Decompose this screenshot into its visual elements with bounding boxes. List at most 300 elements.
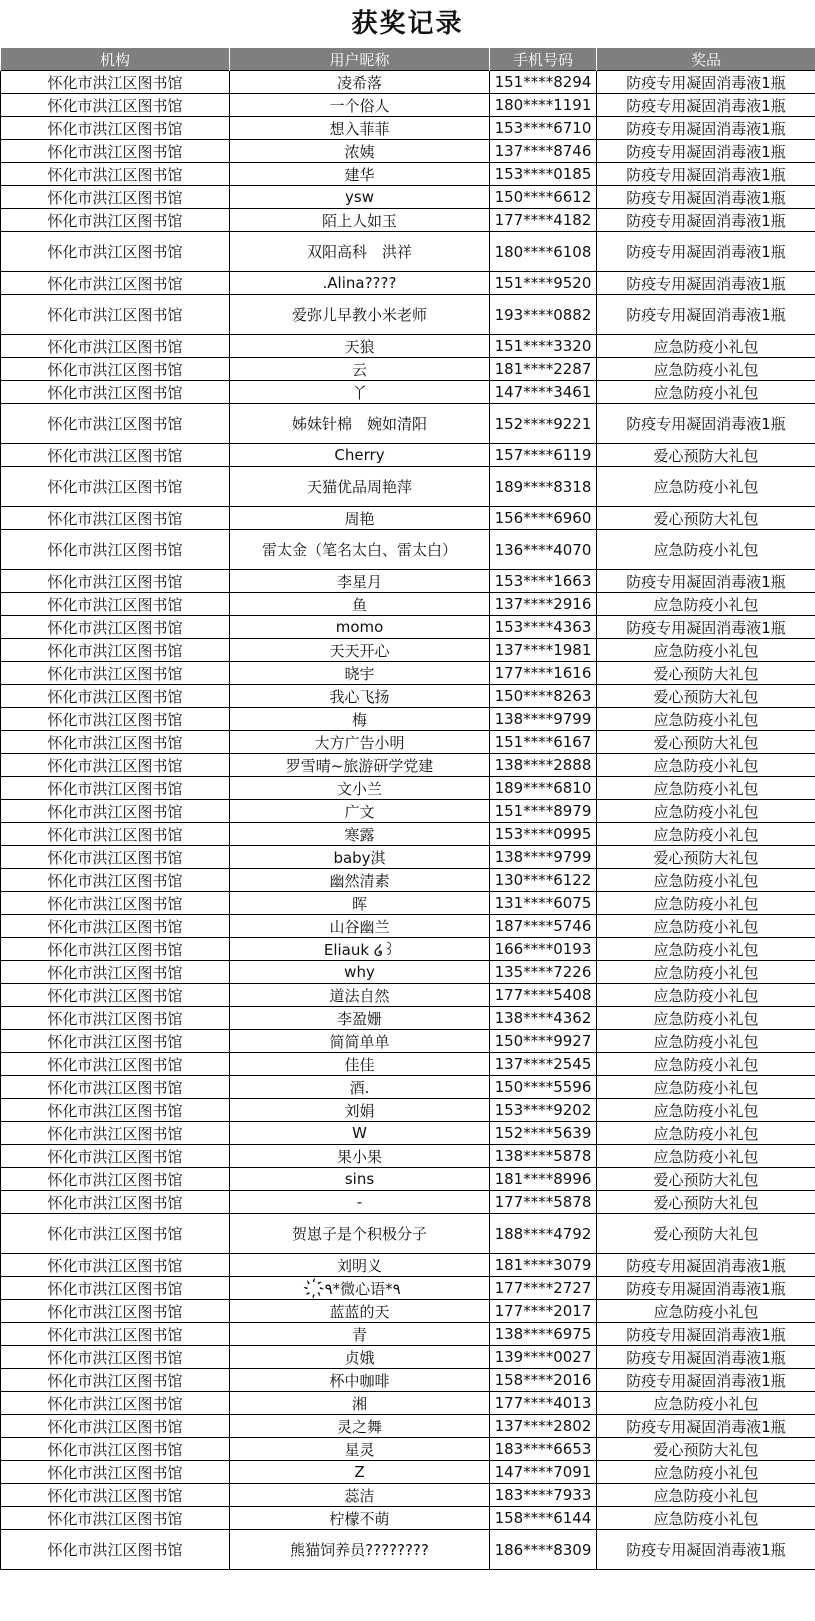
- prize-cell: 应急防疫小礼包: [597, 1461, 815, 1484]
- prize-cell: 应急防疫小礼包: [597, 915, 815, 938]
- org-cell: 怀化市洪江区图书馆: [1, 662, 230, 685]
- table-row: [1, 1030, 815, 1053]
- prize-cell: 防疫专用凝固消毒液1瓶: [597, 404, 815, 444]
- nickname-cell: 天狼: [230, 335, 490, 358]
- prize-cell: 爱心预防大礼包: [597, 507, 815, 530]
- phone-cell: 131****6075: [490, 892, 597, 915]
- prize-cell: 防疫专用凝固消毒液1瓶: [597, 1277, 815, 1300]
- org-cell: 怀化市洪江区图书馆: [1, 1099, 230, 1122]
- prize-cell: 防疫专用凝固消毒液1瓶: [597, 570, 815, 593]
- phone-cell: 156****6960: [490, 507, 597, 530]
- prize-cell: 应急防疫小礼包: [597, 1099, 815, 1122]
- nickname-cell: 双阳高科 洪祥: [230, 232, 490, 272]
- table-row: [1, 94, 815, 117]
- org-cell: 怀化市洪江区图书馆: [1, 1007, 230, 1030]
- org-cell: 怀化市洪江区图书馆: [1, 685, 230, 708]
- phone-cell: 152****9221: [490, 404, 597, 444]
- prize-cell: 应急防疫小礼包: [597, 1484, 815, 1507]
- phone-cell: 138****9799: [490, 708, 597, 731]
- phone-cell: 130****6122: [490, 869, 597, 892]
- nickname-cell: W: [230, 1122, 490, 1145]
- org-cell: 怀化市洪江区图书馆: [1, 232, 230, 272]
- org-cell: 怀化市洪江区图书馆: [1, 639, 230, 662]
- nickname-cell: 柠檬不萌: [230, 1507, 490, 1530]
- nickname-cell: momo: [230, 616, 490, 639]
- org-cell: 怀化市洪江区图书馆: [1, 1254, 230, 1277]
- nickname-cell: 简简单单: [230, 1030, 490, 1053]
- org-cell: 怀化市洪江区图书馆: [1, 94, 230, 117]
- org-cell: 怀化市洪江区图书馆: [1, 381, 230, 404]
- prize-cell: 防疫专用凝固消毒液1瓶: [597, 232, 815, 272]
- nickname-cell: 杯中咖啡: [230, 1369, 490, 1392]
- nickname-cell: 云: [230, 358, 490, 381]
- phone-cell: 183****7933: [490, 1484, 597, 1507]
- prize-cell: 应急防疫小礼包: [597, 1007, 815, 1030]
- phone-cell: 158****6144: [490, 1507, 597, 1530]
- nickname-cell: 寒露: [230, 823, 490, 846]
- phone-cell: 180****1191: [490, 94, 597, 117]
- prize-cell: 应急防疫小礼包: [597, 381, 815, 404]
- column-header-nickname: 用户昵称: [230, 48, 490, 71]
- phone-cell: 150****6612: [490, 186, 597, 209]
- table-row: [1, 869, 815, 892]
- nickname-cell: 大方广告小明: [230, 731, 490, 754]
- phone-cell: 147****3461: [490, 381, 597, 404]
- nickname-cell: 湘: [230, 1392, 490, 1415]
- table-row: [1, 1168, 815, 1191]
- table-row: [1, 984, 815, 1007]
- table-row: [1, 1300, 815, 1323]
- org-cell: 怀化市洪江区图书馆: [1, 1369, 230, 1392]
- phone-cell: 177****2727: [490, 1277, 597, 1300]
- prize-cell: 防疫专用凝固消毒液1瓶: [597, 616, 815, 639]
- phone-cell: 189****8318: [490, 467, 597, 507]
- org-cell: 怀化市洪江区图书馆: [1, 1415, 230, 1438]
- table-row: [1, 1530, 815, 1570]
- nickname-cell: 李盈姗: [230, 1007, 490, 1030]
- org-cell: 怀化市洪江区图书馆: [1, 1530, 230, 1570]
- phone-cell: 147****7091: [490, 1461, 597, 1484]
- phone-cell: 188****4792: [490, 1214, 597, 1254]
- prize-cell: 防疫专用凝固消毒液1瓶: [597, 1369, 815, 1392]
- nickname-cell: 山谷幽兰: [230, 915, 490, 938]
- table-row: [1, 754, 815, 777]
- phone-cell: 136****4070: [490, 530, 597, 570]
- org-cell: 怀化市洪江区图书馆: [1, 915, 230, 938]
- prize-cell: 防疫专用凝固消毒液1瓶: [597, 71, 815, 94]
- table-row: [1, 1323, 815, 1346]
- table-row: [1, 1346, 815, 1369]
- org-cell: 怀化市洪江区图书馆: [1, 1323, 230, 1346]
- nickname-cell: 凌希落: [230, 71, 490, 94]
- table-row: [1, 1254, 815, 1277]
- prize-cell: 应急防疫小礼包: [597, 1145, 815, 1168]
- table-row: [1, 163, 815, 186]
- phone-cell: 137****8746: [490, 140, 597, 163]
- prize-cell: 应急防疫小礼包: [597, 823, 815, 846]
- phone-cell: 153****4363: [490, 616, 597, 639]
- table-row: [1, 915, 815, 938]
- prize-cell: 爱心预防大礼包: [597, 662, 815, 685]
- table-row: [1, 232, 815, 272]
- phone-cell: 151****8294: [490, 71, 597, 94]
- nickname-cell: 爱弥儿早教小米老师: [230, 295, 490, 335]
- org-cell: 怀化市洪江区图书馆: [1, 984, 230, 1007]
- prize-cell: 应急防疫小礼包: [597, 984, 815, 1007]
- nickname-cell: ysw: [230, 186, 490, 209]
- nickname-cell: 想入菲菲: [230, 117, 490, 140]
- column-header-org: 机构: [1, 48, 230, 71]
- org-cell: 怀化市洪江区图书馆: [1, 1145, 230, 1168]
- table-row: [1, 507, 815, 530]
- prize-cell: 防疫专用凝固消毒液1瓶: [597, 94, 815, 117]
- table-row: [1, 961, 815, 984]
- phone-cell: 153****9202: [490, 1099, 597, 1122]
- nickname-cell: 佳佳: [230, 1053, 490, 1076]
- table-row: [1, 846, 815, 869]
- org-cell: 怀化市洪江区图书馆: [1, 186, 230, 209]
- nickname-cell: 罗雪晴~旅游研学党建: [230, 754, 490, 777]
- phone-cell: 138****4362: [490, 1007, 597, 1030]
- org-cell: 怀化市洪江区图书馆: [1, 754, 230, 777]
- nickname-cell: 蓝蓝的天: [230, 1300, 490, 1323]
- table-header-row: [1, 48, 815, 71]
- table-row: [1, 823, 815, 846]
- prize-cell: 防疫专用凝固消毒液1瓶: [597, 1530, 815, 1570]
- org-cell: 怀化市洪江区图书馆: [1, 1053, 230, 1076]
- table-row: [1, 662, 815, 685]
- prize-cell: 防疫专用凝固消毒液1瓶: [597, 1415, 815, 1438]
- table-row: [1, 1191, 815, 1214]
- nickname-cell: 天天开心: [230, 639, 490, 662]
- org-cell: 怀化市洪江区图书馆: [1, 708, 230, 731]
- phone-cell: 177****5408: [490, 984, 597, 1007]
- phone-cell: 137****2802: [490, 1415, 597, 1438]
- nickname-cell: 李星月: [230, 570, 490, 593]
- org-cell: 怀化市洪江区图书馆: [1, 209, 230, 232]
- prize-cell: 防疫专用凝固消毒液1瓶: [597, 209, 815, 232]
- column-header-phone: 手机号码: [490, 48, 597, 71]
- org-cell: 怀化市洪江区图书馆: [1, 1277, 230, 1300]
- table-row: [1, 467, 815, 507]
- org-cell: 怀化市洪江区图书馆: [1, 117, 230, 140]
- table-row: [1, 358, 815, 381]
- nickname-cell: 雷太金（笔名太白、雷太白）: [230, 530, 490, 570]
- phone-cell: 151****9520: [490, 272, 597, 295]
- table-row: [1, 335, 815, 358]
- nickname-cell: Eliauk ໒꒱: [230, 938, 490, 961]
- org-cell: 怀化市洪江区图书馆: [1, 1168, 230, 1191]
- org-cell: 怀化市洪江区图书馆: [1, 140, 230, 163]
- nickname-cell: 幽然清素: [230, 869, 490, 892]
- org-cell: 怀化市洪江区图书馆: [1, 335, 230, 358]
- phone-cell: 187****5746: [490, 915, 597, 938]
- prize-cell: 应急防疫小礼包: [597, 938, 815, 961]
- table-row: [1, 272, 815, 295]
- prize-cell: 应急防疫小礼包: [597, 1507, 815, 1530]
- nickname-cell: sins: [230, 1168, 490, 1191]
- nickname-cell: -: [230, 1191, 490, 1214]
- phone-cell: 153****6710: [490, 117, 597, 140]
- prize-cell: 爱心预防大礼包: [597, 846, 815, 869]
- nickname-cell: 一个俗人: [230, 94, 490, 117]
- table-row: [1, 1392, 815, 1415]
- nickname-cell: Z: [230, 1461, 490, 1484]
- nickname-cell: 青: [230, 1323, 490, 1346]
- prize-cell: 应急防疫小礼包: [597, 800, 815, 823]
- nickname-cell: 果小果: [230, 1145, 490, 1168]
- table-row: [1, 938, 815, 961]
- org-cell: 怀化市洪江区图书馆: [1, 823, 230, 846]
- phone-cell: 183****6653: [490, 1438, 597, 1461]
- prize-cell: 应急防疫小礼包: [597, 1392, 815, 1415]
- prize-cell: 爱心预防大礼包: [597, 1438, 815, 1461]
- phone-cell: 153****1663: [490, 570, 597, 593]
- phone-cell: 177****4182: [490, 209, 597, 232]
- phone-cell: 186****8309: [490, 1530, 597, 1570]
- prize-cell: 应急防疫小礼包: [597, 1053, 815, 1076]
- nickname-cell: 文小兰: [230, 777, 490, 800]
- table-row: [1, 381, 815, 404]
- nickname-cell: 贞娥: [230, 1346, 490, 1369]
- org-cell: 怀化市洪江区图书馆: [1, 295, 230, 335]
- table-row: [1, 530, 815, 570]
- org-cell: 怀化市洪江区图书馆: [1, 71, 230, 94]
- org-cell: 怀化市洪江区图书馆: [1, 777, 230, 800]
- prize-cell: 防疫专用凝固消毒液1瓶: [597, 272, 815, 295]
- table-row: [1, 1484, 815, 1507]
- org-cell: 怀化市洪江区图书馆: [1, 507, 230, 530]
- table-row: [1, 1145, 815, 1168]
- table-row: [1, 570, 815, 593]
- prize-cell: 爱心预防大礼包: [597, 444, 815, 467]
- page-title: 获奖记录: [351, 9, 464, 39]
- table-row: [1, 1076, 815, 1099]
- nickname-cell: 蕊洁: [230, 1484, 490, 1507]
- prize-cell: 应急防疫小礼包: [597, 467, 815, 507]
- org-cell: 怀化市洪江区图书馆: [1, 1214, 230, 1254]
- table-row: [1, 616, 815, 639]
- table-row: [1, 1277, 815, 1300]
- prize-cell: 应急防疫小礼包: [597, 708, 815, 731]
- org-cell: 怀化市洪江区图书馆: [1, 1392, 230, 1415]
- table-row: [1, 731, 815, 754]
- table-row: [1, 892, 815, 915]
- table-row: [1, 800, 815, 823]
- phone-cell: 189****6810: [490, 777, 597, 800]
- nickname-cell: 广文: [230, 800, 490, 823]
- nickname-cell: 晓宇: [230, 662, 490, 685]
- phone-cell: 193****0882: [490, 295, 597, 335]
- org-cell: 怀化市洪江区图书馆: [1, 570, 230, 593]
- phone-cell: 151****3320: [490, 335, 597, 358]
- table-row: [1, 777, 815, 800]
- org-cell: 怀化市洪江区图书馆: [1, 1122, 230, 1145]
- phone-cell: 152****5639: [490, 1122, 597, 1145]
- table-row: [1, 186, 815, 209]
- prize-cell: 应急防疫小礼包: [597, 1300, 815, 1323]
- nickname-cell: 天猫优品周艳萍: [230, 467, 490, 507]
- prize-cell: 爱心预防大礼包: [597, 1191, 815, 1214]
- phone-cell: 157****6119: [490, 444, 597, 467]
- table-row: [1, 1415, 815, 1438]
- nickname-cell: why: [230, 961, 490, 984]
- prize-cell: 应急防疫小礼包: [597, 777, 815, 800]
- table-row: [1, 685, 815, 708]
- table-row: [1, 404, 815, 444]
- phone-cell: 151****6167: [490, 731, 597, 754]
- phone-cell: 158****2016: [490, 1369, 597, 1392]
- table-row: [1, 593, 815, 616]
- prize-cell: 应急防疫小礼包: [597, 1076, 815, 1099]
- table-body: [1, 71, 815, 1570]
- phone-cell: 150****9927: [490, 1030, 597, 1053]
- nickname-cell: 浓姨: [230, 140, 490, 163]
- nickname-cell: 道法自然: [230, 984, 490, 1007]
- nickname-cell: 建华: [230, 163, 490, 186]
- nickname-cell: baby淇: [230, 846, 490, 869]
- nickname-cell: 刘明义: [230, 1254, 490, 1277]
- org-cell: 怀化市洪江区图书馆: [1, 1438, 230, 1461]
- org-cell: 怀化市洪江区图书馆: [1, 1030, 230, 1053]
- column-header-prize: 奖品: [597, 48, 815, 71]
- phone-cell: 177****4013: [490, 1392, 597, 1415]
- org-cell: 怀化市洪江区图书馆: [1, 444, 230, 467]
- prize-cell: 防疫专用凝固消毒液1瓶: [597, 140, 815, 163]
- table-row: [1, 1053, 815, 1076]
- phone-cell: 138****5878: [490, 1145, 597, 1168]
- prize-cell: 应急防疫小礼包: [597, 754, 815, 777]
- table-row: [1, 209, 815, 232]
- org-cell: 怀化市洪江区图书馆: [1, 731, 230, 754]
- org-cell: 怀化市洪江区图书馆: [1, 272, 230, 295]
- phone-cell: 181****3079: [490, 1254, 597, 1277]
- phone-cell: 151****8979: [490, 800, 597, 823]
- org-cell: 怀化市洪江区图书馆: [1, 1076, 230, 1099]
- prize-cell: 应急防疫小礼包: [597, 961, 815, 984]
- table-row: [1, 1369, 815, 1392]
- table-row: [1, 1461, 815, 1484]
- org-cell: 怀化市洪江区图书馆: [1, 530, 230, 570]
- table-row: [1, 1122, 815, 1145]
- phone-cell: 181****2287: [490, 358, 597, 381]
- phone-cell: 153****0185: [490, 163, 597, 186]
- table-row: [1, 295, 815, 335]
- nickname-cell: 酒.: [230, 1076, 490, 1099]
- phone-cell: 138****2888: [490, 754, 597, 777]
- table-row: [1, 117, 815, 140]
- org-cell: 怀化市洪江区图书馆: [1, 800, 230, 823]
- org-cell: 怀化市洪江区图书馆: [1, 1300, 230, 1323]
- org-cell: 怀化市洪江区图书馆: [1, 892, 230, 915]
- prize-cell: 应急防疫小礼包: [597, 1030, 815, 1053]
- org-cell: 怀化市洪江区图书馆: [1, 1346, 230, 1369]
- nickname-cell: 刘娟: [230, 1099, 490, 1122]
- nickname-cell: .Alina????: [230, 272, 490, 295]
- phone-cell: 150****5596: [490, 1076, 597, 1099]
- table-row: [1, 708, 815, 731]
- table-row: [1, 639, 815, 662]
- prize-cell: 防疫专用凝固消毒液1瓶: [597, 1323, 815, 1346]
- org-cell: 怀化市洪江区图书馆: [1, 358, 230, 381]
- phone-cell: 177****2017: [490, 1300, 597, 1323]
- phone-cell: 137****2916: [490, 593, 597, 616]
- org-cell: 怀化市洪江区图书馆: [1, 163, 230, 186]
- table-row: [1, 71, 815, 94]
- nickname-cell: 周艳: [230, 507, 490, 530]
- table-row: [1, 444, 815, 467]
- prize-cell: 应急防疫小礼包: [597, 869, 815, 892]
- org-cell: 怀化市洪江区图书馆: [1, 846, 230, 869]
- org-cell: 怀化市洪江区图书馆: [1, 616, 230, 639]
- prize-cell: 防疫专用凝固消毒液1瓶: [597, 163, 815, 186]
- prize-cell: 应急防疫小礼包: [597, 639, 815, 662]
- phone-cell: 137****1981: [490, 639, 597, 662]
- prize-cell: 防疫专用凝固消毒液1瓶: [597, 295, 815, 335]
- org-cell: 怀化市洪江区图书馆: [1, 1461, 230, 1484]
- phone-cell: 138****9799: [490, 846, 597, 869]
- org-cell: 怀化市洪江区图书馆: [1, 869, 230, 892]
- phone-cell: 135****7226: [490, 961, 597, 984]
- prize-cell: 爱心预防大礼包: [597, 685, 815, 708]
- nickname-cell: 我心飞扬: [230, 685, 490, 708]
- phone-cell: 177****5878: [490, 1191, 597, 1214]
- nickname-cell: 梅: [230, 708, 490, 731]
- phone-cell: 181****8996: [490, 1168, 597, 1191]
- nickname-cell: 鱼: [230, 593, 490, 616]
- prize-cell: 爱心预防大礼包: [597, 1168, 815, 1191]
- org-cell: 怀化市洪江区图书馆: [1, 1484, 230, 1507]
- prize-cell: 防疫专用凝固消毒液1瓶: [597, 186, 815, 209]
- nickname-cell: 灵之舞: [230, 1415, 490, 1438]
- table-row: [1, 140, 815, 163]
- phone-cell: 139****0027: [490, 1346, 597, 1369]
- prize-cell: 应急防疫小礼包: [597, 530, 815, 570]
- prize-cell: 防疫专用凝固消毒液1瓶: [597, 117, 815, 140]
- phone-cell: 138****6975: [490, 1323, 597, 1346]
- prize-cell: 防疫专用凝固消毒液1瓶: [597, 1254, 815, 1277]
- table-row: [1, 1438, 815, 1461]
- phone-cell: 137****2545: [490, 1053, 597, 1076]
- prize-cell: 应急防疫小礼包: [597, 1122, 815, 1145]
- nickname-cell: 晖: [230, 892, 490, 915]
- phone-cell: 177****1616: [490, 662, 597, 685]
- nickname-cell: 贺崽子是个积极分子: [230, 1214, 490, 1254]
- org-cell: 怀化市洪江区图书馆: [1, 593, 230, 616]
- table-row: [1, 1007, 815, 1030]
- nickname-cell: 姊妹针棉 婉如清阳: [230, 404, 490, 444]
- phone-cell: 150****8263: [490, 685, 597, 708]
- phone-cell: 166****0193: [490, 938, 597, 961]
- winners-table: [0, 48, 815, 1570]
- phone-cell: 153****0995: [490, 823, 597, 846]
- table-row: [1, 1214, 815, 1254]
- prize-cell: 应急防疫小礼包: [597, 892, 815, 915]
- prize-cell: 应急防疫小礼包: [597, 593, 815, 616]
- org-cell: 怀化市洪江区图书馆: [1, 961, 230, 984]
- table-row: [1, 1507, 815, 1530]
- org-cell: 怀化市洪江区图书馆: [1, 1191, 230, 1214]
- prize-cell: 爱心预防大礼包: [597, 1214, 815, 1254]
- nickname-cell: ҉٩*微心语*٩: [230, 1277, 490, 1300]
- nickname-cell: 熊猫饲养员????????: [230, 1530, 490, 1570]
- prize-cell: 防疫专用凝固消毒液1瓶: [597, 1346, 815, 1369]
- nickname-cell: 陌上人如玉: [230, 209, 490, 232]
- nickname-cell: 星灵: [230, 1438, 490, 1461]
- prize-cell: 应急防疫小礼包: [597, 335, 815, 358]
- prize-cell: 爱心预防大礼包: [597, 731, 815, 754]
- nickname-cell: Cherry: [230, 444, 490, 467]
